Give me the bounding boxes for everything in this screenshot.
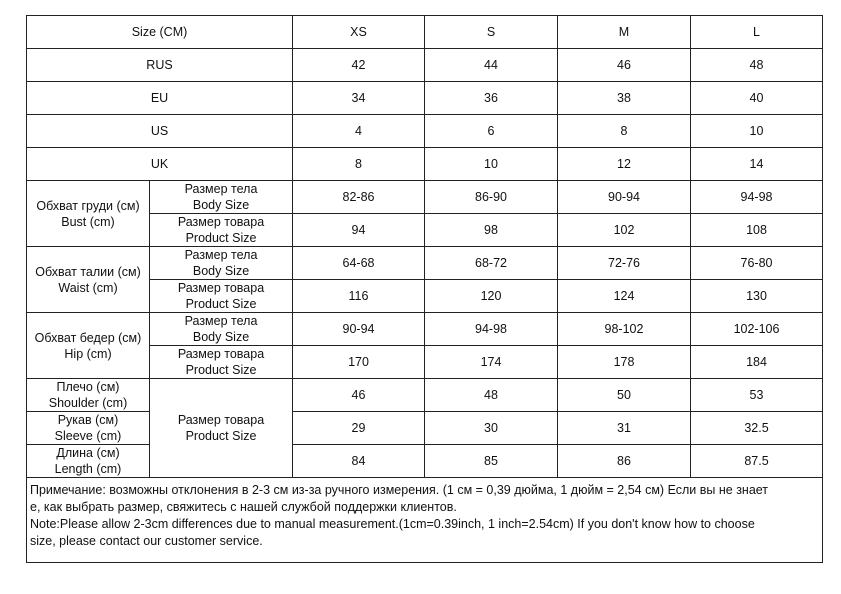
table-cell: 30 bbox=[425, 412, 558, 445]
size-header-xs: XS bbox=[293, 16, 425, 49]
table-cell: 68-72 bbox=[425, 247, 558, 280]
table-cell: 108 bbox=[691, 214, 823, 247]
type-label-body bbox=[150, 247, 293, 280]
table-cell: 34 bbox=[293, 82, 425, 115]
row-label-eu: EU bbox=[27, 82, 293, 115]
table-cell: 38 bbox=[558, 82, 691, 115]
table-cell: 10 bbox=[425, 148, 558, 181]
table-row bbox=[27, 148, 823, 181]
table-cell: 50 bbox=[558, 379, 691, 412]
group-label-bust bbox=[27, 181, 150, 247]
table-row bbox=[27, 412, 823, 445]
table-cell: 86 bbox=[558, 445, 691, 478]
table-cell: 184 bbox=[691, 346, 823, 379]
group-label-hip bbox=[27, 313, 150, 379]
group-label-waist bbox=[27, 247, 150, 313]
table-cell: 44 bbox=[425, 49, 558, 82]
type-label-ru: Размер товара bbox=[177, 347, 265, 361]
type-label-en: Body Size bbox=[192, 330, 250, 344]
type-label-en: Body Size bbox=[192, 198, 250, 212]
table-cell: 64-68 bbox=[293, 247, 425, 280]
table-cell: 84 bbox=[293, 445, 425, 478]
table-cell: 87.5 bbox=[691, 445, 823, 478]
table-row bbox=[27, 313, 823, 346]
table-cell: 98-102 bbox=[558, 313, 691, 346]
type-label-en: Product Size bbox=[185, 297, 257, 311]
table-cell: 4 bbox=[293, 115, 425, 148]
table-cell: 85 bbox=[425, 445, 558, 478]
table-cell: 130 bbox=[691, 280, 823, 313]
table-cell: 42 bbox=[293, 49, 425, 82]
group-label-en: Waist (cm) bbox=[58, 280, 118, 295]
type-label-ru: Размер товара bbox=[177, 281, 265, 295]
group-label-ru: Обхват бедер (см) bbox=[34, 330, 142, 345]
type-label-ru: Размер товара bbox=[177, 413, 265, 427]
table-cell: 46 bbox=[558, 49, 691, 82]
type-label-product bbox=[150, 214, 293, 247]
table-row bbox=[27, 445, 823, 478]
table-cell: 6 bbox=[425, 115, 558, 148]
type-label-ru: Размер тела bbox=[184, 314, 258, 328]
type-label-ru: Размер тела bbox=[184, 182, 258, 196]
table-row bbox=[27, 247, 823, 280]
table-cell: 94-98 bbox=[425, 313, 558, 346]
table-row bbox=[27, 379, 823, 412]
note-ru-line1: Примечание: возможны отклонения в 2-3 см из-за ручного измерения. (1 см = 0,39 дюйма, 1 дюйм = 2,54 см) Если вы не знает bbox=[30, 483, 769, 497]
table-cell: 48 bbox=[691, 49, 823, 82]
type-label-en: Product Size bbox=[185, 231, 257, 245]
table-cell: 124 bbox=[558, 280, 691, 313]
table-cell: 178 bbox=[558, 346, 691, 379]
table-cell: 8 bbox=[293, 148, 425, 181]
note-text bbox=[27, 478, 823, 563]
type-label-product bbox=[150, 280, 293, 313]
row-label-uk: UK bbox=[27, 148, 293, 181]
note-en-line1: Note:Please allow 2-3cm differences due to manual measurement.(1cm=0.39inch, 1 inch=2.54cm) If you don't know how to choose bbox=[30, 517, 755, 531]
table-cell: 40 bbox=[691, 82, 823, 115]
size-chart-table bbox=[26, 15, 823, 563]
table-cell: 46 bbox=[293, 379, 425, 412]
table-cell: 72-76 bbox=[558, 247, 691, 280]
row-label-ru: Рукав (см) bbox=[57, 413, 119, 427]
type-label-ru: Размер товара bbox=[177, 215, 265, 229]
table-cell: 76-80 bbox=[691, 247, 823, 280]
type-label-body bbox=[150, 181, 293, 214]
table-row bbox=[27, 115, 823, 148]
type-label-body bbox=[150, 313, 293, 346]
table-row bbox=[27, 49, 823, 82]
row-label-us: US bbox=[27, 115, 293, 148]
row-label-en: Length (cm) bbox=[54, 462, 122, 476]
table-cell: 31 bbox=[558, 412, 691, 445]
row-label-en: Shoulder (cm) bbox=[48, 396, 128, 410]
table-cell: 36 bbox=[425, 82, 558, 115]
row-label-ru: Длина (см) bbox=[56, 446, 120, 460]
table-cell: 174 bbox=[425, 346, 558, 379]
table-cell: 48 bbox=[425, 379, 558, 412]
table-cell: 53 bbox=[691, 379, 823, 412]
type-label-product bbox=[150, 346, 293, 379]
table-cell: 116 bbox=[293, 280, 425, 313]
size-header-s: S bbox=[425, 16, 558, 49]
table-cell: 94-98 bbox=[691, 181, 823, 214]
type-label-ru: Размер тела bbox=[184, 248, 258, 262]
table-cell: 86-90 bbox=[425, 181, 558, 214]
table-cell: 90-94 bbox=[293, 313, 425, 346]
note-en-line2: size, please contact our customer service. bbox=[30, 534, 263, 548]
table-cell: 94 bbox=[293, 214, 425, 247]
table-cell: 98 bbox=[425, 214, 558, 247]
row-label-ru: Плечо (см) bbox=[56, 380, 120, 394]
type-label-en: Body Size bbox=[192, 264, 250, 278]
table-cell: 120 bbox=[425, 280, 558, 313]
table-row bbox=[27, 181, 823, 214]
table-cell: 8 bbox=[558, 115, 691, 148]
note-row bbox=[27, 478, 823, 563]
row-label-en: Sleeve (cm) bbox=[54, 429, 122, 443]
table-cell: 102-106 bbox=[691, 313, 823, 346]
group-label-en: Bust (cm) bbox=[61, 214, 115, 229]
table-cell: 32.5 bbox=[691, 412, 823, 445]
size-header-label: Size (CM) bbox=[27, 16, 293, 49]
table-cell: 29 bbox=[293, 412, 425, 445]
header-row bbox=[27, 16, 823, 49]
size-header-l: L bbox=[691, 16, 823, 49]
row-label-length bbox=[27, 445, 150, 478]
type-label-en: Product Size bbox=[185, 429, 257, 443]
group-label-ru: Обхват груди (см) bbox=[36, 198, 140, 213]
row-label-shoulder bbox=[27, 379, 150, 412]
table-cell: 82-86 bbox=[293, 181, 425, 214]
note-ru-line2: е, как выбрать размер, свяжитесь с нашей службой поддержки клиентов. bbox=[30, 500, 457, 514]
group-label-ru: Обхват талии (см) bbox=[35, 264, 141, 279]
type-label-product bbox=[150, 379, 293, 478]
size-header-m: M bbox=[558, 16, 691, 49]
row-label-sleeve bbox=[27, 412, 150, 445]
group-label-en: Hip (cm) bbox=[64, 346, 112, 361]
type-label-en: Product Size bbox=[185, 363, 257, 377]
table-cell: 102 bbox=[558, 214, 691, 247]
table-cell: 90-94 bbox=[558, 181, 691, 214]
row-label-rus: RUS bbox=[27, 49, 293, 82]
table-cell: 170 bbox=[293, 346, 425, 379]
table-cell: 10 bbox=[691, 115, 823, 148]
table-row bbox=[27, 82, 823, 115]
table-cell: 14 bbox=[691, 148, 823, 181]
table-cell: 12 bbox=[558, 148, 691, 181]
